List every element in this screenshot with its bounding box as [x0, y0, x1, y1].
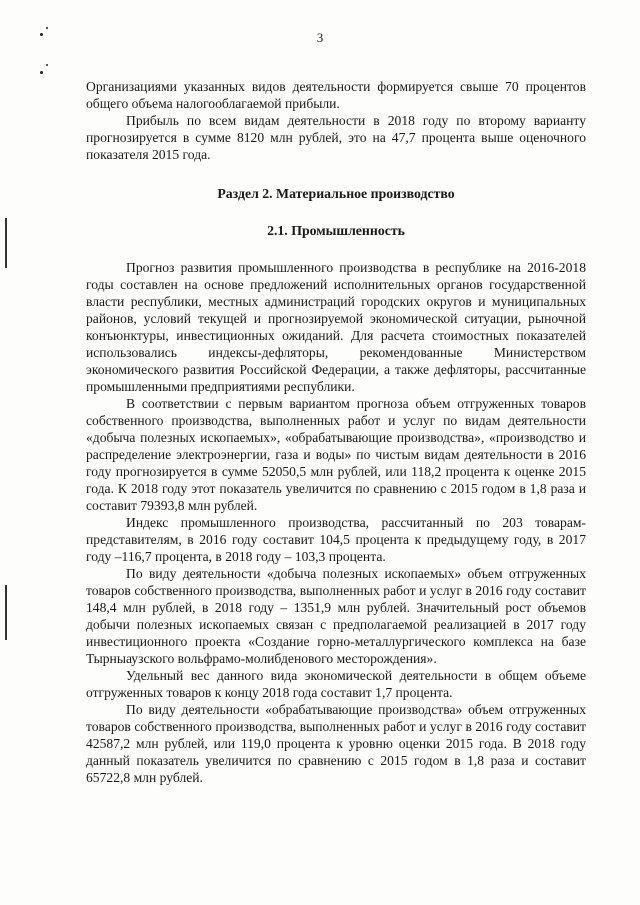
- scan-speck: [46, 27, 48, 29]
- paragraph-body-3: Индекс промышленного производства, рассчитанный по 203 товарам-представителям, в 2016 году составит 104,5 процента к предыдущему году, в 2017 году –116,7 процента, в 2018 году – 103,3 процента.: [86, 515, 586, 564]
- paragraph-intro-2: Прибыль по всем видам деятельности в 2018 году по второму варианту прогнозируется в сумме 8120 млн рублей, это на 47,7 процента выше оценочного показателя 2015 года.: [86, 113, 586, 162]
- paragraph-body-4: По виду деятельности «добыча полезных ископаемых» объем отгруженных товаров собственного производства, выполненных работ и услуг в 2016 году составит 148,4 млн рублей, в 2018 году – 1351,9 млн рублей. Значительный рост объемов добычи полезных ископаемых связан с предполагаемой реализацией в 2017 году инвестиционного проекта «Создание горно-металлургического комплекса на базе Тырныаузского вольфрамо-молибденового месторождения».: [86, 566, 586, 666]
- paragraph-body-5: Удельный вес данного вида экономической деятельности в общем объеме отгруженных товаров к концу 2018 года составит 1,7 процента.: [86, 668, 586, 700]
- scan-edge-line: [5, 585, 7, 640]
- scan-speck: [40, 71, 43, 74]
- paragraph-intro-1: Организациями указанных видов деятельности формируется свыше 70 процентов общего объема налогооблагаемой прибыли.: [86, 79, 586, 111]
- scan-speck: [46, 64, 48, 66]
- scan-edge-line: [5, 218, 7, 268]
- paragraph-body-1: Прогноз развития промышленного производства в республике на 2016-2018 годы составлен на основе предложений исполнительных органов государственной власти республики, местных администраций городских округов и муниципальных районов, условий текущей и прогнозируемой экономической ситуации, рыночной конъюнктуры, инвестиционных ожиданий. Для расчета стоимостных показателей использовались индексы-дефляторы, рекомендованные Министерством экономического развития Российской Федерации, а также дефляторы, рассчитанные промышленными предприятиями республики.: [86, 260, 586, 394]
- section-heading: Раздел 2. Материальное производство: [217, 186, 455, 201]
- paragraph-body-2: В соответствии с первым вариантом прогноза объем отгруженных товаров собственного производства, выполненных работ и услуг по видам деятельности «добыча полезных ископаемых», «обрабатывающие производства», «производство и распределение электроэнергии, газа и воды» по чистым видам деятельности в 2016 году прогнозируется в сумме 52050,5 млн рублей, или 118,2 процента к оценке 2015 года. К 2018 году этот показатель увеличится по сравнению с 2015 годом в 1,8 раза и составит 79393,8 млн рублей.: [86, 396, 586, 513]
- document-body: [86, 78, 586, 786]
- paragraph-body-6: По виду деятельности «обрабатывающие производства» объем отгруженных товаров собственного производства, выполненных работ и услуг в 2016 году составит 42587,2 млн рублей, или 119,0 процента к уровню оценки 2015 года. В 2018 году данный показатель увеличится по сравнению с 2015 годом в 1,8 раза и составит 65722,8 млн рублей.: [86, 702, 586, 785]
- page-number: 3: [316, 30, 324, 45]
- subsection-heading: 2.1. Промышленность: [267, 223, 405, 238]
